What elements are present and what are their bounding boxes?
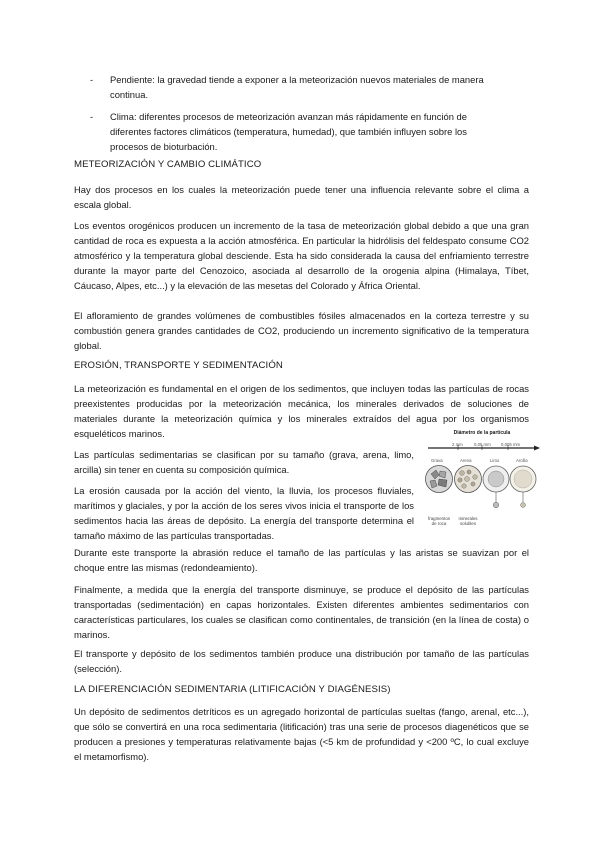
grava-circle-icon — [426, 466, 453, 493]
paragraph-clasificacion-tamano: Las partículas sedimentarias se clasifican por su tamaño (grava, arena, limo, arcilla) sin tener en cuenta su composición química. — [74, 449, 414, 475]
class-label-arena: Arena — [460, 458, 472, 463]
section-heading-meteorizacion: METEORIZACIÓN Y CAMBIO CLIMÁTICO — [74, 159, 262, 170]
bullet-marker: - — [90, 111, 94, 122]
particle-size-figure — [424, 430, 540, 538]
paragraph-origen-sedimentos: La meteorización es fundamental en el origen de los sedimentos, que incluyen todas las partículas de rocas preexistentes producidas por la meteorización mecánica, los minerales derivados de soluciones de materiales durante la meteorización química y los minerales extraídos del agua por los organismos esqueléticos marinos. — [74, 383, 529, 439]
figure-title: Diámetro de la partícula — [453, 430, 511, 436]
paragraph-sedimentacion: Finalmente, a medida que la energía del transporte disminuye, se produce el depósito de las partículas transportadas (sedimentación) en capas horizontales. Existen diferentes ambientes sedimentarios con características particulares, los cuales se clasifican como continentales, de transición (en la línea de costa) o marinos. — [74, 584, 529, 640]
paragraph-abrasion: Durante este transporte la abrasión reduce el tamaño de las partículas y las aristas se suavizan por el choque entre las mismas (redondeamiento). — [74, 547, 529, 573]
paragraph-eventos-orogenicos: Los eventos orogénicos producen un incremento de la tasa de meteorización global debido a que una gran cantidad de roca es expuesta a la acción atmosférica. En particular la hidrólisis del feldespato consume CO2 atmosférico y la temperatura global desciende. Esta ha sido considerada la causa del enfriamiento terrestre durante la mayor parte del Cenozoico, asociada al desarrollo de la orogenia alpina (Himalaya, Tíbet, Cáucaso, Alpes, etc...) y la elevación de las mesetas del Colorado y África Oriental. — [74, 220, 529, 291]
bullet-clima: Clima: diferentes procesos de meteorización avanzan más rápidamente en función de diferentes factores climáticos (temperatura, humedad), que también influyen sobre los procesos de bioturbación. — [110, 111, 467, 152]
bullet-pendiente: Pendiente: la gravedad tiende a exponer a la meteorización nuevos materiales de manera continua. — [110, 74, 484, 100]
section-heading-erosion: EROSIÓN, TRANSPORTE Y SEDIMENTACIÓN — [74, 360, 283, 371]
scale-label-2mm: 2 mm — [452, 442, 463, 447]
arcilla-circle-icon — [510, 466, 536, 507]
scale-label-005mm: 0,05 mm — [474, 442, 491, 447]
arena-circle-icon — [455, 466, 482, 493]
class-label-grava: Grava — [431, 458, 443, 463]
limo-circle-icon — [483, 466, 509, 508]
bullet-marker: - — [90, 74, 94, 85]
scale-label-0005mm: 0,005 mm — [501, 442, 521, 447]
paragraph-combustibles-fosiles: El afloramiento de grandes volúmenes de combustibles fósiles almacenados en la corteza terrestre y su combustión genera grandes cantidades de CO2, produciendo un incremento significativo de la temperatura global. — [74, 310, 529, 351]
caption-minerales-solubles: minerales solubles — [458, 516, 478, 526]
caption-fragmentos-de-roca: fragmentos de roca — [428, 516, 450, 526]
paragraph-dos-procesos: Hay dos procesos en los cuales la meteorización puede tener una influencia relevante sobre el clima a escala global. — [74, 184, 529, 210]
class-label-limo: Limo — [490, 458, 500, 463]
paragraph-litificacion: Un depósito de sedimentos detríticos es un agregado horizontal de partículas sueltas (fango, arenal, etc...), que sólo se convertirá en una roca sedimentaria (litificación) tras una serie de procesos diagenéticos que se producen a presiones y temperaturas relativamente bajas (<5 km de profundidad y <200 ºC, lo cual excluye el metamorfismo). — [74, 706, 529, 762]
paragraph-seleccion: El transporte y depósito de los sedimentos también produce una distribución por tamaño de las partículas (selección). — [74, 648, 529, 674]
particle-illustrations — [424, 464, 540, 516]
section-heading-diferenciacion: LA DIFERENCIACIÓN SEDIMENTARIA (LITIFICACIÓN Y DIAGÉNESIS) — [74, 684, 391, 695]
paragraph-erosion-transporte: La erosión causada por la acción del viento, la lluvia, los procesos fluviales, marítimos y glaciales, y por la acción de los seres vivos inicia el transporte de los sedimentos hacia las áreas de depósito. La energía del transporte determina el tamaño máximo de las partículas transportadas. — [74, 485, 414, 541]
class-label-arcilla: Arcilla — [516, 458, 528, 463]
